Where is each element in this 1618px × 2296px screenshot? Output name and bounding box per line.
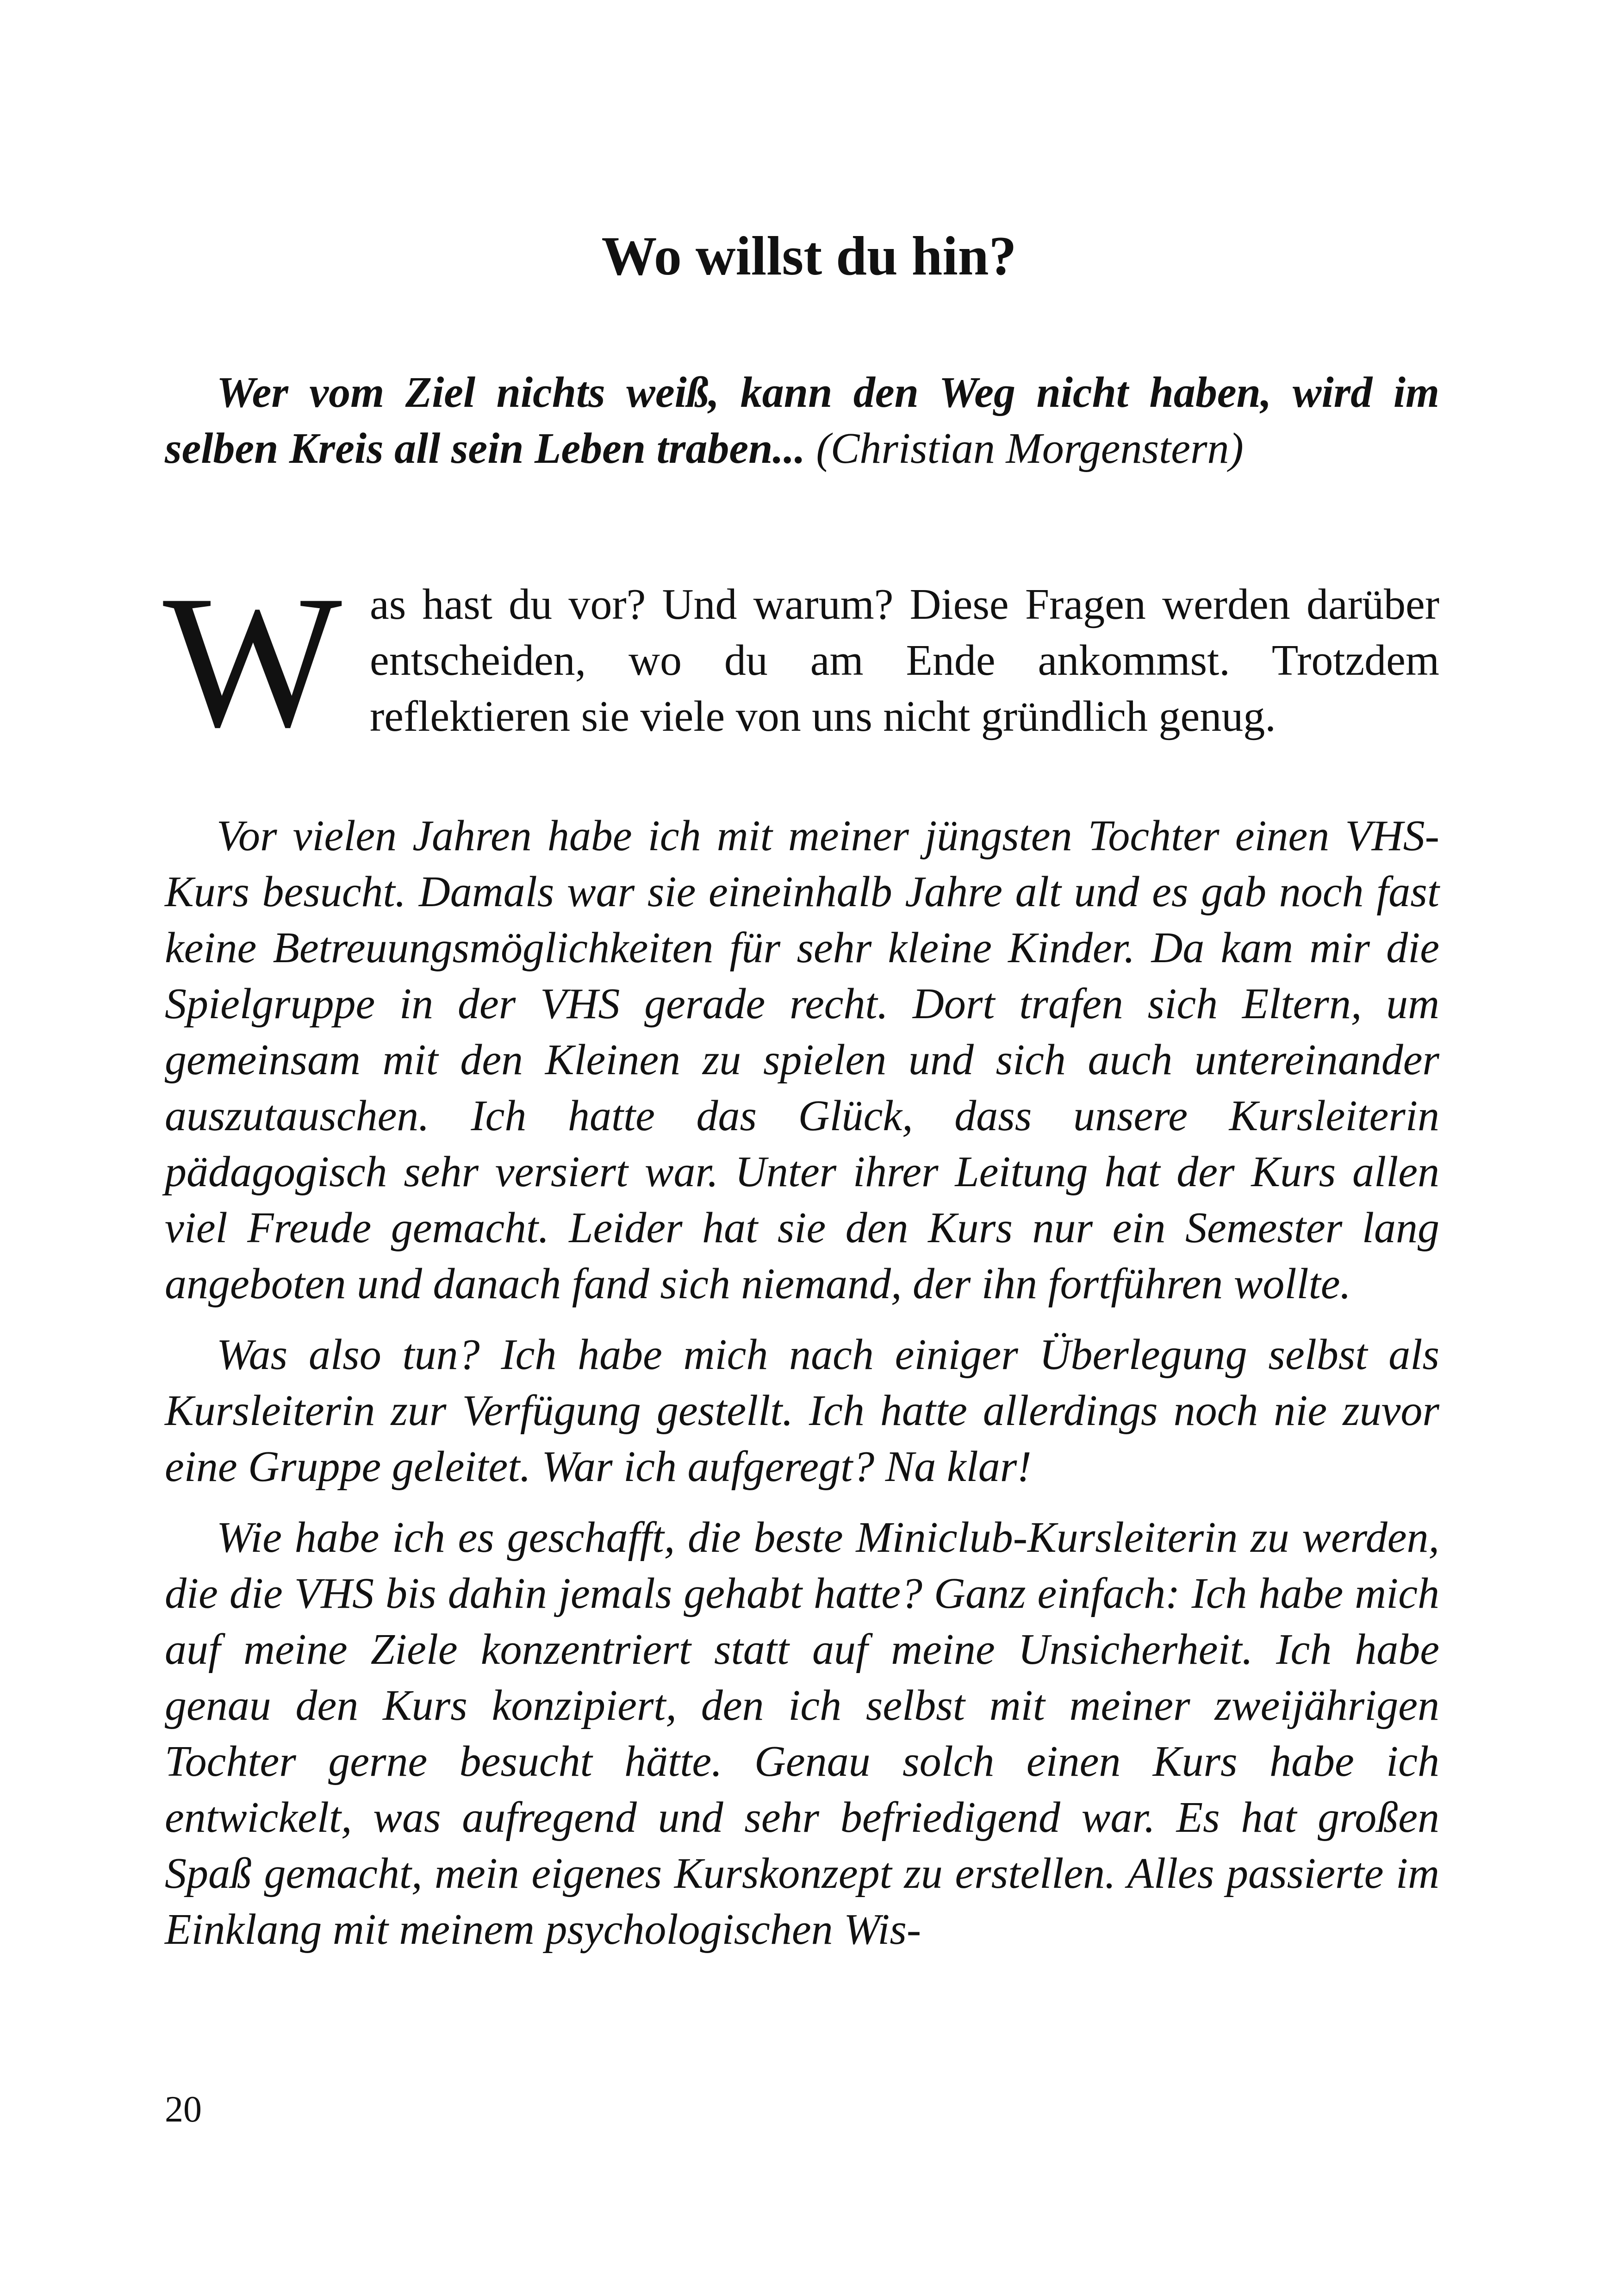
paragraph: Was also tun? Ich habe mich nach einiger Überlegung selbst als Kursleiterin zur Verfügung gestellt. Ich hatte allerdings noch nie zuvor eine Gruppe geleitet. War ich aufgeregt? Na klar! xyxy=(165,1331,1439,1491)
drop-cap: W xyxy=(163,556,342,766)
intro-text: as hast du vor? Und warum? Diese Fragen werden darüber entscheiden, wo du am Ende ankommst. Trotzdem reflektieren sie viele von uns nicht gründlich genug. xyxy=(369,580,1439,740)
chapter-title: Wo willst du hin? xyxy=(601,225,1017,286)
epigraph-quote: Wer vom Ziel nichts weiß, kann den Weg nicht haben, wird im selben Kreis all sein Leben traben... xyxy=(165,368,1439,473)
page-number: 20 xyxy=(165,2089,202,2130)
epigraph-author: (Christian Morgenstern) xyxy=(816,424,1244,473)
epigraph xyxy=(165,365,1439,477)
paragraph: Wie habe ich es geschafft, die beste Miniclub-Kursleiterin zu werden, die die VHS bis dahin jemals gehabt hatte? Ganz einfach: Ich habe mich auf meine Ziele konzentriert statt auf meine Unsicherheit. Ich habe genau den Kurs konzipiert, den ich selbst mit meiner zweijährigen Tochter gerne besucht hätte. Genau solch einen Kurs habe ich entwickelt, was aufregend und sehr befriedigend war. Es hat großen Spaß gemacht, mein eigenes Kurskonzept zu erstellen. Alles passierte im Einklang mit meinem psychologischen Wis- xyxy=(165,1513,1439,1954)
intro-paragraph xyxy=(163,556,1439,766)
paragraph: Vor vielen Jahren habe ich mit meiner jüngsten Tochter einen VHS-Kurs besucht. Damals war sie eineinhalb Jahre alt und es gab noch fast keine Betreuungsmöglichkeiten für sehr kleine Kinder. Da kam mir die Spielgruppe in der VHS gerade recht. Dort trafen sich Eltern, um gemeinsam mit den Kleinen zu spielen und sich auch untereinander auszutauschen. Ich hatte das Glück, dass unsere Kursleiterin pädagogisch sehr versiert war. Unter ihrer Leitung hat der Kurs allen viel Freude gemacht. Leider hat sie den Kurs nur ein Semester lang angeboten und danach fand sich niemand, der ihn fortführen wollte. xyxy=(165,812,1439,1308)
body-text xyxy=(165,808,1439,1972)
